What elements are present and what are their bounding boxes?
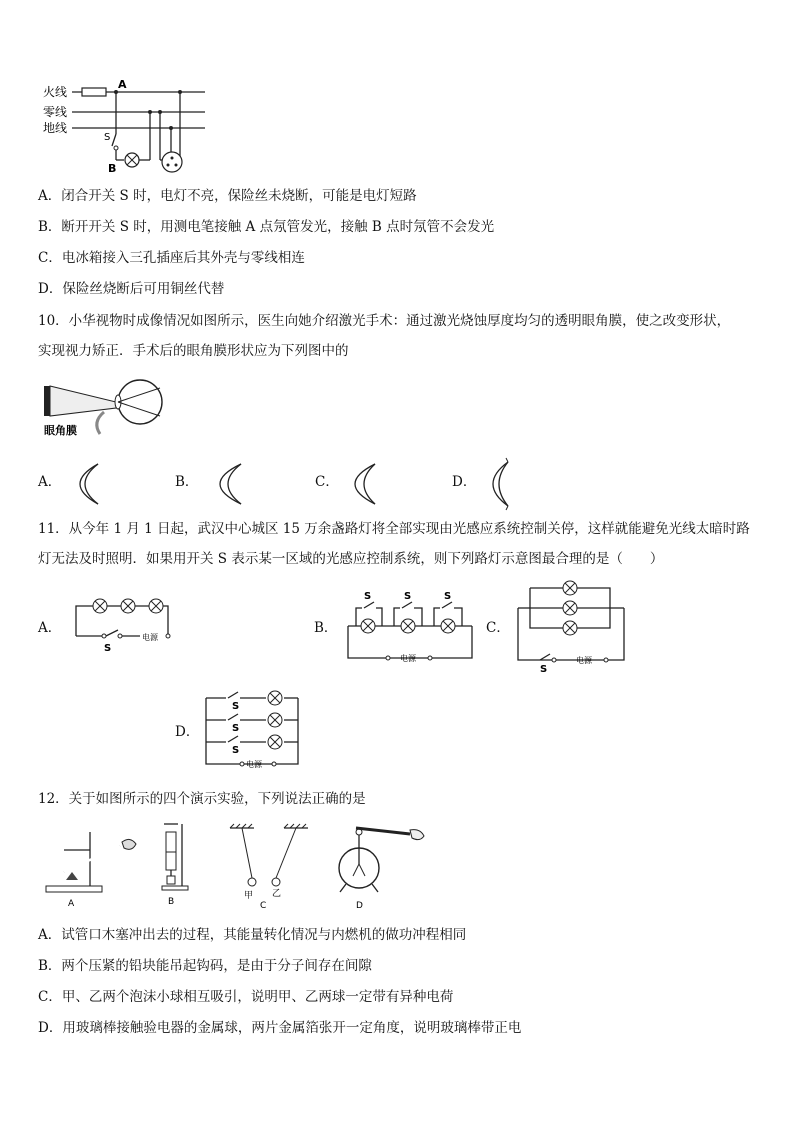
socket-icon bbox=[162, 152, 182, 172]
svg-text:S: S bbox=[232, 723, 240, 734]
q10-option-a-label: A． bbox=[38, 474, 62, 490]
switch-s-label: S bbox=[104, 132, 111, 143]
q9-option-d: D．保险丝烧断后可用铜丝代替 bbox=[38, 281, 225, 297]
circuit-b bbox=[344, 588, 484, 664]
cornea-shape-d bbox=[478, 460, 518, 508]
ball-jia-label: 甲 bbox=[244, 891, 254, 901]
q12-option-c: C．甲、乙两个泡沫小球相互吸引，说明甲、乙两球一定带有异种电荷 bbox=[38, 989, 454, 1005]
q12-option-b: B．两个压紧的铅块能吊起钩码，是由于分子间存在间隙 bbox=[38, 958, 372, 974]
svg-text:S: S bbox=[444, 591, 452, 602]
cornea-shape-a bbox=[66, 462, 106, 508]
point-b-label: B bbox=[108, 162, 117, 175]
svg-text:S: S bbox=[404, 591, 412, 602]
fig-d-label: D bbox=[356, 901, 363, 911]
ground-wire-label: 地线 bbox=[43, 121, 68, 135]
svg-text:S: S bbox=[232, 745, 240, 756]
q9-option-a: A．闭合开关 S 时，电灯不亮，保险丝未烧断，可能是电灯短路 bbox=[38, 188, 417, 204]
q9-option-b: B．断开开关 S 时，用测电笔接触 A 点氖管发光，接触 B 点时氖管不会发光 bbox=[38, 219, 495, 235]
circuit-c bbox=[514, 578, 634, 675]
point-a-label: A bbox=[118, 78, 127, 91]
q12-stem: 12．关于如图所示的四个演示实验，下列说法正确的是 bbox=[38, 791, 366, 807]
fig-c-label: C bbox=[260, 901, 267, 911]
q11-option-d-label: D． bbox=[175, 724, 200, 740]
fire-wire-label: 火线 bbox=[43, 85, 68, 99]
q9-option-c: C．电冰箱接入三孔插座后其外壳与零线相连 bbox=[38, 250, 305, 266]
q10-stem-line1: 10．小华视物时成像情况如图所示，医生向她介绍激光手术：通过激光烧蚀厚度均匀的透明眼角膜，使之改变形状， bbox=[38, 313, 731, 329]
q12-option-a: A．试管口木塞冲出去的过程，其能量转化情况与内燃机的做功冲程相同 bbox=[38, 927, 467, 943]
circuit-d bbox=[202, 690, 312, 770]
q12-option-d: D．用玻璃棒接触验电器的金属球，两片金属箔张开一定角度，说明玻璃棒带正电 bbox=[38, 1020, 522, 1036]
switch-label-a: S bbox=[104, 643, 112, 654]
power-label-b: 电源 bbox=[400, 654, 416, 663]
neutral-wire-label: 零线 bbox=[43, 105, 68, 119]
q11-option-c-label: C． bbox=[486, 620, 510, 636]
q10-option-d-label: D． bbox=[452, 474, 477, 490]
cornea-shape-b bbox=[205, 462, 245, 508]
q11-stem-line1: 11．从今年 1 月 1 日起，武汉中心城区 15 万余盏路灯将全部实现由光感应系统控制关停，这样就能避免光线太暗时路 bbox=[38, 521, 750, 537]
circuit-a bbox=[76, 596, 186, 652]
fig-b-label: B bbox=[168, 897, 175, 907]
fuse-icon bbox=[82, 88, 106, 96]
q10-stem-line2: 实现视力矫正．手术后的眼角膜形状应为下列图中的 bbox=[38, 343, 349, 359]
q11-stem-line2: 灯无法及时照明．如果用开关 S 表示某一区域的光感应控制系统，则下列路灯示意图最合理的是（ ） bbox=[38, 551, 664, 567]
cornea-label: 眼角膜 bbox=[44, 424, 77, 437]
eye-figure bbox=[44, 378, 164, 440]
cornea-shape-c bbox=[343, 462, 383, 508]
power-label-d: 电源 bbox=[246, 760, 262, 769]
ball-yi-label: 乙 bbox=[272, 889, 282, 899]
svg-text:S: S bbox=[232, 701, 240, 712]
switch-label-c: S bbox=[540, 664, 548, 675]
q10-option-c-label: C． bbox=[315, 474, 339, 490]
q11-option-a-label: A． bbox=[38, 620, 62, 636]
q10-option-b-label: B． bbox=[175, 474, 199, 490]
household-circuit-figure bbox=[40, 76, 220, 181]
experiment-figures bbox=[44, 820, 434, 912]
power-label-a: 电源 bbox=[142, 633, 158, 642]
svg-text:S: S bbox=[364, 591, 372, 602]
fig-a-label: A bbox=[68, 899, 75, 909]
q11-option-b-label: B． bbox=[314, 620, 338, 636]
power-label-c: 电源 bbox=[576, 656, 592, 665]
